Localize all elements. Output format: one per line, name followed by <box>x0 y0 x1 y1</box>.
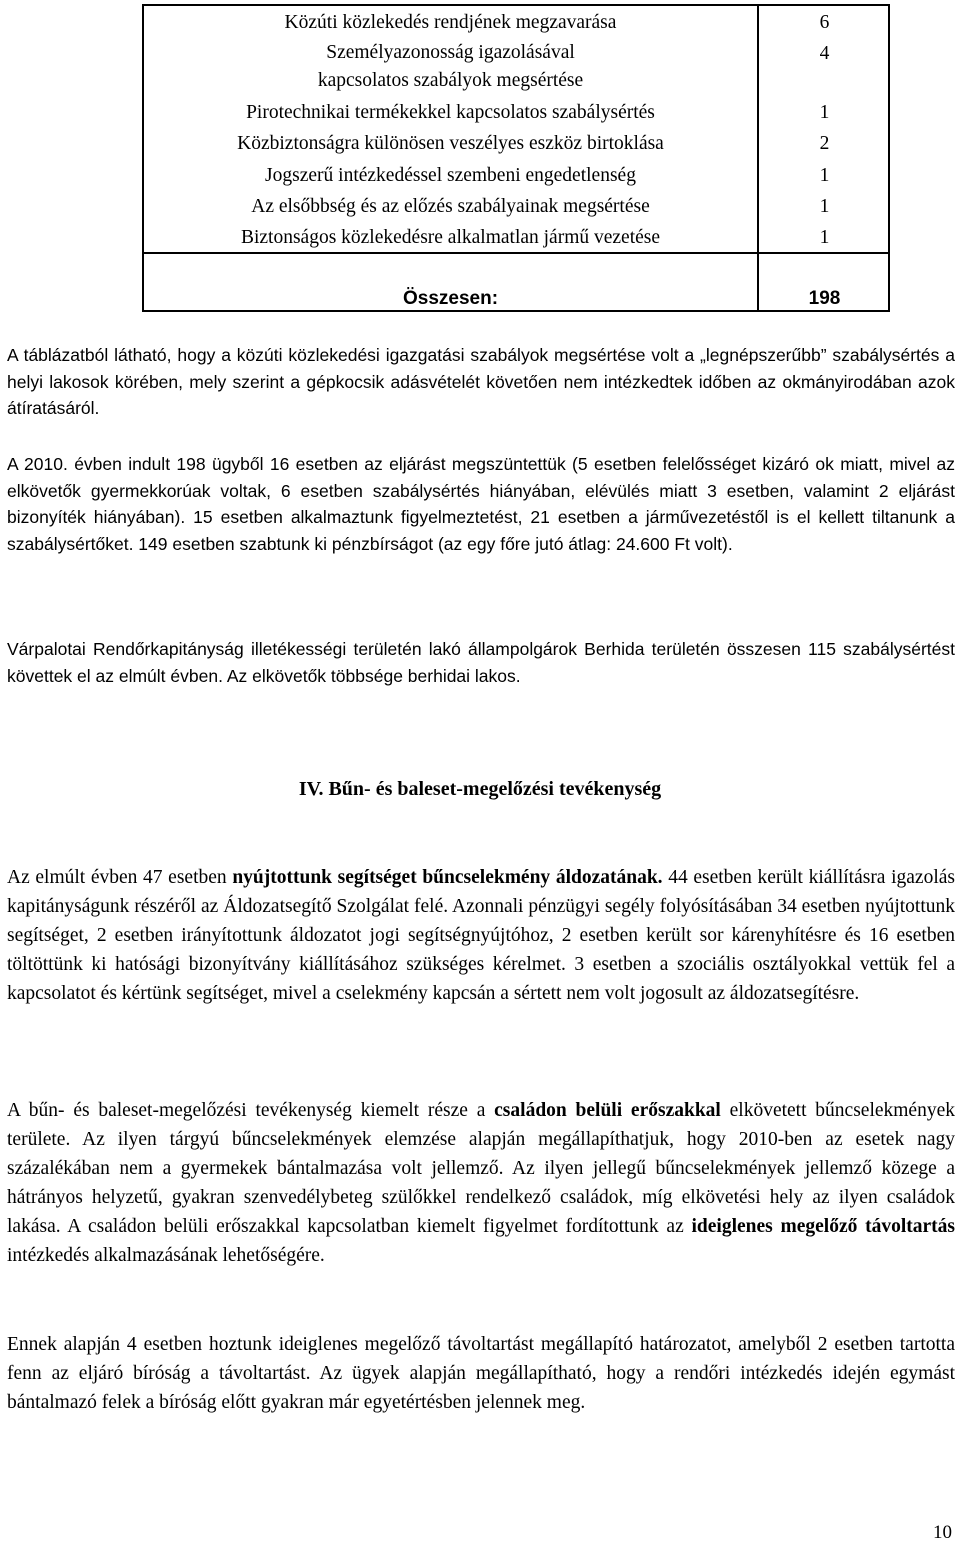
table-cell-label: Jogszerű intézkedéssel szembeni engedetlenség <box>265 165 636 186</box>
text-run: 44 esetben került kiállításra igazolás kapitányságunk részéről az Áldozatsegítő Szolgálat felé. Azonnali pénzügyi segély folyósításában 34 esetben nyújtottunk segítséget, 2 esetben irányítottunk áldozatot jogi segítségnyújtóhoz, 2 esetben került sor kárenyhítésre és 16 esetben töltöttünk ki hatósági bizonyítvány kiállításához szükséges kérelmet. 3 esetben a szociális osztályokkal vettük fel a kapcsolatot és kértünk segítséget, mivel a cselekmény kapcsán a sértett nem volt jogosult az áldozatsegítésre. <box>7 867 955 1004</box>
paragraph-victim-support <box>7 863 955 1008</box>
table-cell-count: 1 <box>819 227 830 248</box>
table-cell-count: 6 <box>819 12 830 33</box>
table-total-divider <box>144 252 888 254</box>
page-number: 10 <box>933 1522 952 1543</box>
table-cell-count: 4 <box>819 43 830 64</box>
table-cell-label: Közbiztonságra különösen veszélyes eszköz birtoklása <box>237 133 664 154</box>
text-run: A bűn- és baleset-megelőzési tevékenység kiemelt része a <box>7 1100 495 1121</box>
paragraph-domestic-violence <box>7 1096 955 1270</box>
offense-table <box>142 4 890 312</box>
text-run-bold: családon belüli erőszakkal <box>494 1100 721 1121</box>
paragraph-berhida-residents: Várpalotai Rendőrkapitányság illetékességi területén lakó állampolgárok Berhida területén összesen 115 szabálysértést követtek el az elmúlt évben. Az elkövetők többsége berhidai lakos. <box>7 639 955 686</box>
table-cell-count: 1 <box>819 165 830 186</box>
text-run: elkövetett bűncselekmények területe. Az ilyen tárgyú bűncselekmények elemzése alapján megállapíthatjuk, hogy 2010-ben az esetek nagy százalékában nem a gyermekek bántalmazása volt jellemző. Az ilyen jellegű bűncselekmények jellemző közege a hátrányos helyzetű, gyakran szenvedélybeteg szülőkkel rendelkező családok, míg elkövetési hely az ilyen családok lakása. A családon belüli erőszakkal kapcsolatban kiemelt figyelmet fordítottunk az <box>7 1100 955 1237</box>
total-value: 198 <box>808 288 841 309</box>
text-run-bold: ideiglenes megelőző távoltartás <box>691 1216 955 1237</box>
paragraph-case-statistics: A 2010. évben indult 198 ügyből 16 esetben az eljárást megszüntettük (5 esetben felelősséget kizáró ok miatt, mivel az elkövetők gyermekkorúak voltak, 6 esetben szabálysértés hiányában, elévülés miatt 3 esetben, valamint 2 eljárást bizonyíték hiányában). 15 esetben alkalmaztunk figyelmeztetést, 21 esetben a járművezetéstől is el kellett tiltanunk a szabálysértőket. 149 esetben szabtunk ki pénzbírságot (az egy főre jutó átlag: 24.600 Ft volt). <box>7 454 955 554</box>
text-run-bold: nyújtottunk segítséget bűncselekmény áldozatának. <box>232 867 663 888</box>
paragraph-table-summary: A táblázatból látható, hogy a közúti közlekedési igazgatási szabályok megsértése volt a „legnépszerűbb” szabálysértés a helyi lakosok körében, mely szerint a gépkocsik adásvételét követően nem intézkedtek időben az okmányirodában azok átíratásáról. <box>7 345 955 418</box>
text-run: Az elmúlt évben 47 esetben <box>7 867 233 888</box>
section-heading: IV. Bűn- és baleset-megelőzési tevékenység <box>298 778 662 800</box>
total-label: Összesen: <box>402 288 499 309</box>
table-cell-label: Az elsőbbség és az előzés szabályainak megsértése <box>251 196 650 217</box>
text-run: intézkedés alkalmazásának lehetőségére. <box>7 1245 325 1266</box>
table-cell-label: Biztonságos közlekedésre alkalmatlan jármű vezetése <box>240 227 661 248</box>
table-cell-count: 1 <box>819 102 830 123</box>
table-cell-label: Pirotechnikai termékekkel kapcsolatos szabálysértés <box>246 102 655 123</box>
table-cell-label: Közúti közlekedés rendjének megzavarása <box>284 12 617 33</box>
table-cell-label: Személyazonosság igazolásával kapcsolatos szabályok megsértése <box>317 42 584 91</box>
paragraph-restraining-orders: Ennek alapján 4 esetben hoztunk ideiglenes megelőző távoltartást megállapító határozatot, amelyből 2 esetben tartotta fenn az eljáró bíróság a távoltartást. Az ügyek alapján megállapítható, hogy a rendőri intézkedés idején egymást bántalmazó felek a bíróság előtt gyakran már egyetértésben jelennek meg. <box>7 1334 955 1413</box>
table-cell-count: 2 <box>819 133 830 154</box>
table-cell-count: 1 <box>819 196 830 217</box>
